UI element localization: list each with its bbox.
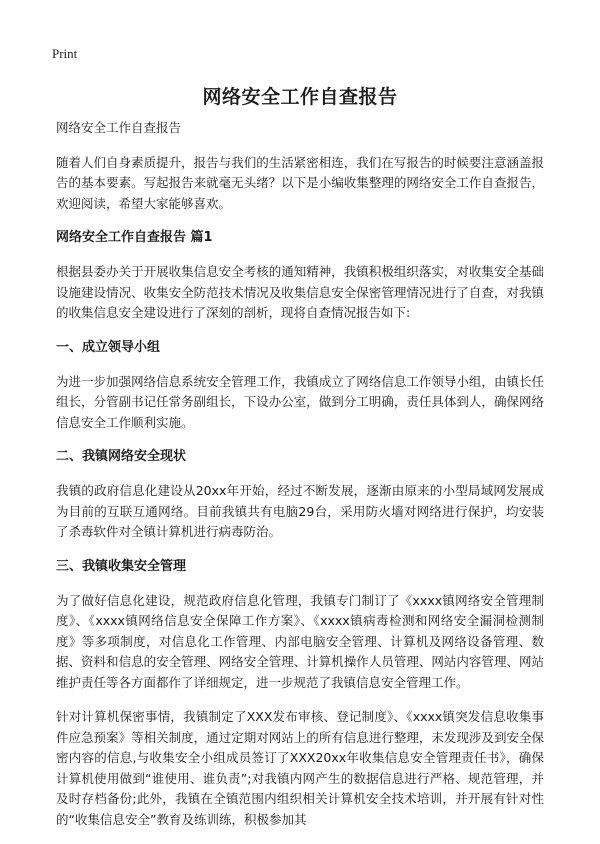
section-heading-1: 一、成立领导小组 (56, 339, 161, 355)
section-3-paragraph-1: 为了做好信息化建设，规范政府信息化管理，我镇专门制订了《xxxx镇网络安全管理制度》、《xxxx镇网络信息安全保障工作方案》、《xxxx镇病毒检测和网络安全漏洞检测制度》等多项制度，对信息化工作管理、内部电脑安全管理、计算机及网络设备管理、数据、资料和信息的安全管理、网络安全管理、计算机操作人员管理、网站内容管理、网站维护责任等各方面都作了详细规定，进一步规范了我镇信息安全管理工作。 (56, 592, 544, 690)
article-intro-paragraph: 根据县委办关于开展收集信息安全考核的通知精神，我镇积极组织落实，对收集安全基础设施建设情况、收集安全防范技术情况及收集信息安全保密管理情况进行了自查，对我镇的收集信息安全建设进行了深刻的剖析，现将自查情况报告如下: (56, 264, 544, 320)
article-heading: 网络安全工作自查报告 篇1 (56, 230, 213, 245)
print-link[interactable]: Print (52, 46, 78, 61)
intro-paragraph: 随着人们自身素质提升，报告与我们的生活紧密相连，我们在写报告的时候要注意涵盖报告的基本要素。写起报告来就毫无头绪？以下是小编收集整理的网络安全工作自查报告，欢迎阅读，希望大家能够喜欢。 (56, 154, 544, 211)
document-subtitle: 网络安全工作自查报告 (56, 120, 182, 135)
document-body (56, 118, 544, 844)
section-3-paragraph-2: 针对计算机保密事情，我镇制定了XXX发布审核、登记制度》、《xxxx镇突发信息收集事件应急预案》等相关制度，通过定期对网站上的所有信息进行整理，未发现涉及到安全保密内容的信息,与收集安全小组成员签订了XXX20xx年收集信息安全管理责任书》，确保计算机使用做到“谁使用、谁负责”;对我镇内网产生的数据信息进行严格、规范管理，并及时存档备份;此外，我镇在全镇范围内组织相关计算机安全技术培训，并开展有针对性的“收集信息安全”教育及练训练，积极参加其 (56, 709, 544, 827)
section-heading-3: 三、我镇收集安全管理 (56, 558, 187, 574)
section-2-paragraph-1: 我镇的政府信息化建设从20xx年开始，经过不断发展，逐渐由原来的小型局域网发展成为目前的互联互通网络。目前我镇共有电脑29台，采用防火墙对网络进行保护，均安装了杀毒软件对全镇计算机进行病毒防治。 (56, 483, 544, 539)
section-heading-2: 二、我镇网络安全现状 (56, 449, 187, 464)
section-1-paragraph-1: 为进一步加强网络信息系统安全管理工作，我镇成立了网络信息工作领导小组，由镇长任组长，分管副书记任常务副组长，下设办公室，做到分工明确，责任具体到人，确保网络信息安全工作顺利实施。 (56, 373, 544, 430)
document-title: 网络安全工作自查报告 (202, 86, 398, 108)
